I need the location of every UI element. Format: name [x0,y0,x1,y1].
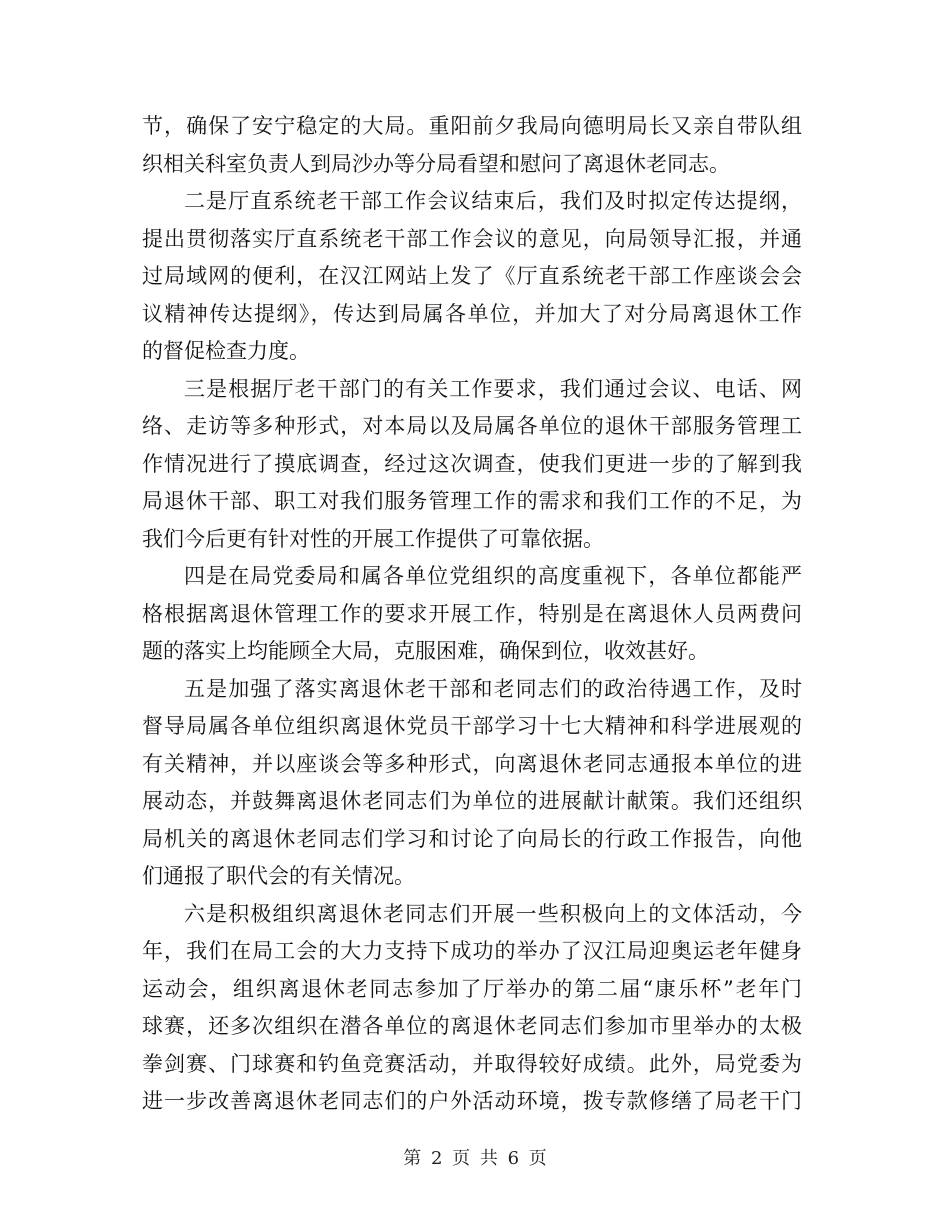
text-line: 过局域网的便利，在汉江网站上发了《厅直系统老干部工作座谈会会 [142,264,802,288]
text-line: 运动会，组织离退休老同志参加了厅举办的第二届“康乐杯”老年门 [142,976,802,1001]
text-line: 节，确保了安宁稳定的大局。重阳前夕我局向德明局长又亲自带队组 [142,114,802,138]
text-line: 们通报了职代会的有关情况。 [142,864,415,888]
text-line: 有关精神，并以座谈会等多种形式，向离退休老同志通报本单位的进 [142,751,802,776]
text-line: 二是厅直系统老干部工作会议结束后，我们及时拟定传达提纲， [184,189,802,213]
current-page-number: 2 [430,1148,443,1169]
text-line: 络、走访等多种形式，对本局以及局属各单位的退休干部服务管理工 [142,414,802,438]
text-line: 局机关的离退休老同志们学习和讨论了向局长的行政工作报告，向他 [142,826,802,851]
text-line: 六是积极组织离退休老同志们开展一些积极向上的文体活动，今 [184,901,802,926]
text-line: 展动态，并鼓舞离退休老同志们为单位的进展献计献策。我们还组织 [142,789,802,813]
text-line: 三是根据厅老干部门的有关工作要求，我们通过会议、电话、网 [184,376,802,401]
text-line: 督导局属各单位组织离退休党员干部学习十七大精神和科学进展观的 [142,714,802,738]
text-line: 五是加强了落实离退休老干部和老同志们的政治待遇工作，及时 [184,676,802,701]
text-line: 织相关科室负责人到局沙办等分局看望和慰问了离退休老同志。 [142,151,730,176]
text-line: 拳剑赛、门球赛和钓鱼竞赛活动，并取得较好成绩。此外，局党委为 [142,1051,802,1076]
text-line: 提出贯彻落实厅直系统老干部工作会议的意见，向局领导汇报，并通 [142,226,802,251]
footer-label-unit: 页 [452,1148,471,1169]
body-text [142,108,802,1121]
text-line: 进一步改善离退休老同志们的户外活动环境，拨专款修缮了局老干门 [142,1089,802,1113]
text-line: 的督促检查力度。 [142,339,310,363]
footer-label-total: 共 [479,1148,498,1169]
text-line: 格根据离退休管理工作的要求开展工作，特别是在离退休人员两费问 [142,601,802,626]
footer-label-page: 第 [403,1148,422,1169]
text-line: 我们今后更有针对性的开展工作提供了可靠依据。 [142,526,604,551]
page-footer [0,1146,950,1172]
text-line: 球赛，还多次组织在潜各单位的离退休老同志们参加市里举办的太极 [142,1014,802,1038]
footer-label-unit2: 页 [528,1148,547,1169]
text-line: 四是在局党委局和属各单位党组织的高度重视下，各单位都能严 [184,564,802,588]
text-line: 局退休干部、职工对我们服务管理工作的需求和我们工作的不足，为 [142,489,802,513]
text-line: 议精神传达提纲》，传达到局属各单位，并加大了对分局离退休工作 [142,301,802,326]
text-line: 题的落实上均能顾全大局，克服困难，确保到位，收效甚好。 [142,639,709,663]
text-line: 年，我们在局工会的大力支持下成功的举办了汉江局迎奥运老年健身 [142,939,802,963]
total-pages-number: 6 [507,1148,520,1169]
text-line: 作情况进行了摸底调查，经过这次调查，使我们更进一步的了解到我 [142,451,802,476]
